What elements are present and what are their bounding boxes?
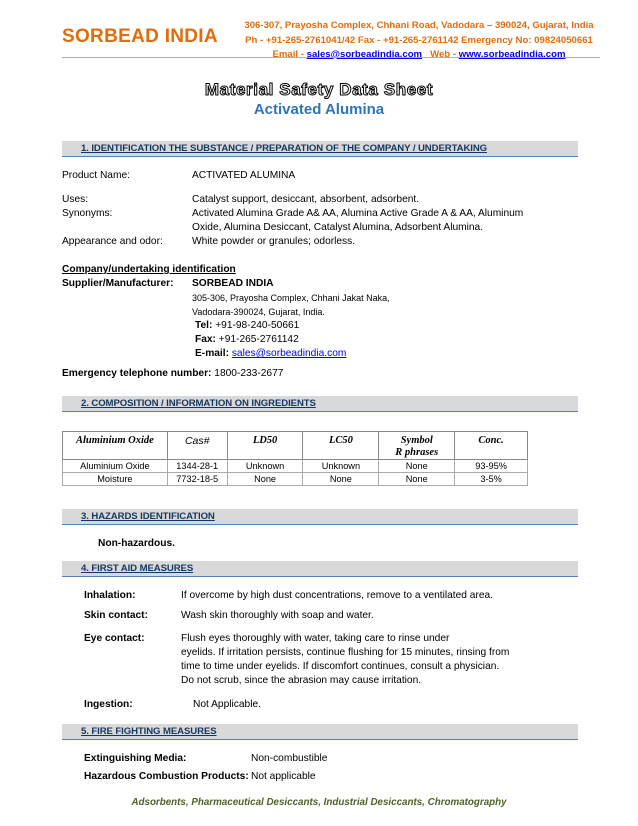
product-name-label: Product Name:: [62, 170, 130, 181]
extinguishing-value: Non-combustible: [251, 753, 328, 764]
section-5-heading: 5. FIRE FIGHTING MEASURES: [62, 724, 578, 740]
tel-row: [195, 319, 299, 333]
footer-tagline: Adsorbents, Pharmaceutical Desiccants, Industrial Desiccants, Chromatography: [131, 797, 507, 808]
skin-label: Skin contact:: [84, 610, 148, 621]
section-4-heading: 4. FIRST AID MEASURES: [62, 561, 578, 577]
document-subtitle: Activated Alumina: [253, 101, 385, 118]
table-cell: 7732-18-5: [167, 473, 227, 486]
eye-label: Eye contact:: [84, 633, 145, 644]
col-header: Cas#: [167, 432, 227, 460]
appearance-label: Appearance and odor:: [62, 236, 163, 247]
email-label: E-mail:: [195, 348, 229, 359]
document-title: Material Safety Data Sheet: [204, 80, 434, 99]
section-2-heading: 2. COMPOSITION / INFORMATION ON INGREDIENTS: [62, 396, 578, 412]
email-prefix: Email -: [272, 49, 307, 60]
table-cell: None: [379, 460, 455, 473]
table-cell: 1344-28-1: [167, 460, 227, 473]
fax-row: [195, 333, 299, 347]
symbol-header: Symbol: [400, 435, 433, 446]
table-cell: Unknown: [227, 460, 303, 473]
table-cell: Aluminium Oxide: [63, 460, 168, 473]
tel-value: +91-98-240-50661: [215, 320, 300, 331]
eye-line-2: eyelids. If irritation persists, continue flushing for 15 minutes, rinsing from: [181, 647, 510, 658]
composition-table: [62, 431, 528, 486]
eye-line-3: time to time under eyelids. If discomfort continues, consult a physician.: [181, 661, 500, 672]
col-header: Aluminium Oxide: [63, 432, 168, 460]
table-cell: 3-5%: [455, 473, 528, 486]
hazards-text: Non-hazardous.: [98, 538, 175, 549]
supplier-email-link[interactable]: sales@sorbeadindia.com: [231, 348, 347, 359]
ingestion-value: Not Applicable.: [193, 699, 261, 710]
supplier-address-1: 305-306, Prayosha Complex, Chhani Jakat Naka,: [192, 293, 390, 303]
skin-value: Wash skin thoroughly with soap and water.: [181, 610, 374, 621]
col-header: LD50: [227, 432, 303, 460]
uses-label: Uses:: [62, 194, 89, 205]
combustion-label: Hazardous Combustion Products:: [84, 771, 249, 782]
header-email-link[interactable]: sales@sorbeadindia.com: [306, 49, 423, 60]
uses-value: Catalyst support, desiccant, absorbent, adsorbent.: [192, 194, 420, 205]
company-heading: Company/undertaking identification: [62, 264, 236, 275]
table-cell: None: [379, 473, 455, 486]
brand-name: SORBEAD INDIA: [62, 26, 218, 47]
header-phone: Ph - +91-265-2761041/42 Fax - +91-265-2761142 Emergency No: 09824050661: [245, 35, 593, 46]
emergency-label: Emergency telephone number:: [62, 368, 212, 379]
synonyms-line-1: Activated Alumina Grade A& AA, Alumina Active Grade A & AA, Aluminum: [192, 208, 524, 219]
synonyms-line-2: Oxide, Alumina Desiccant, Catalyst Alumina, Adsorbent Alumina.: [192, 222, 484, 233]
fax-value: +91-265-2761142: [218, 334, 299, 345]
r-phrases-header: R phrases: [395, 447, 439, 458]
inhalation-label: Inhalation:: [84, 590, 136, 601]
fax-label: Fax:: [195, 334, 216, 345]
header-address: 306-307, Prayosha Complex, Chhani Road, Vadodara – 390024, Gujarat, India: [244, 20, 594, 31]
appearance-value: White powder or granules; odorless.: [192, 236, 356, 247]
ingestion-label: Ingestion:: [84, 699, 133, 710]
section-1-heading: 1. IDENTIFICATION THE SUBSTANCE / PREPARATION OF THE COMPANY / UNDERTAKING: [62, 141, 578, 157]
eye-line-4: Do not scrub, since the abrasion may cause irritation.: [181, 675, 422, 686]
table-cell: None: [227, 473, 303, 486]
table-row: [63, 473, 528, 486]
tel-label: Tel:: [195, 320, 213, 331]
email-row: [195, 347, 346, 361]
header-contact: [238, 49, 600, 60]
table-header-row: [63, 432, 528, 460]
col-header: Conc.: [455, 432, 528, 460]
header-divider: [62, 57, 600, 58]
table-cell: None: [303, 473, 379, 486]
supplier-address-2: Vadodara-390024, Gujarat, India.: [192, 307, 325, 317]
table-cell: Moisture: [63, 473, 168, 486]
section-3-heading: 3. HAZARDS IDENTIFICATION: [62, 509, 578, 525]
col-header: LC50: [303, 432, 379, 460]
header-web-link[interactable]: www.sorbeadindia.com: [458, 49, 566, 60]
emergency-value: 1800-233-2677: [214, 368, 284, 379]
inhalation-value: If overcome by high dust concentrations, remove to a ventilated area.: [181, 590, 494, 601]
synonyms-label: Synonyms:: [62, 208, 113, 219]
table-row: [63, 460, 528, 473]
table-cell: Unknown: [303, 460, 379, 473]
supplier-label: Supplier/Manufacturer:: [62, 278, 174, 289]
emergency-row: [62, 367, 283, 381]
combustion-value: Not applicable: [251, 771, 316, 782]
col-header: [379, 432, 455, 460]
extinguishing-label: Extinguishing Media:: [84, 753, 187, 764]
supplier-name: SORBEAD INDIA: [192, 278, 274, 289]
product-name-value: ACTIVATED ALUMINA: [192, 170, 296, 181]
table-cell: 93-95%: [455, 460, 528, 473]
eye-line-1: Flush eyes thoroughly with water, taking care to rinse under: [181, 633, 450, 644]
web-prefix: Web -: [430, 49, 459, 60]
